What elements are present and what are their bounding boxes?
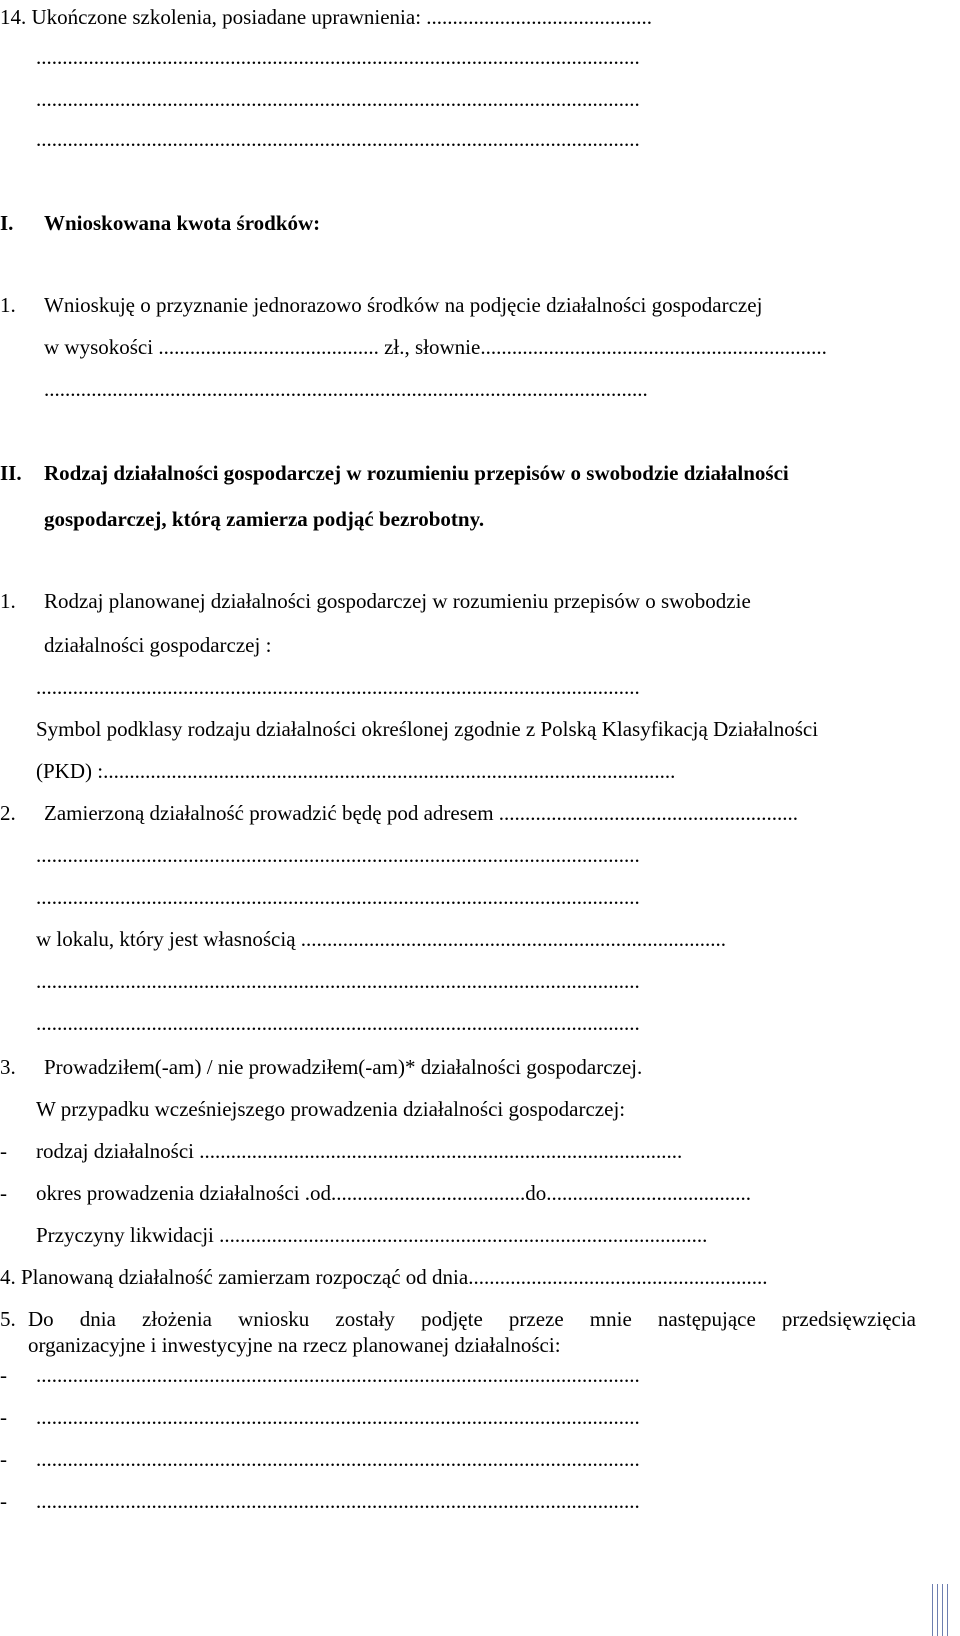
section-i-item-number: 1. [0, 293, 16, 317]
dash: - [0, 1405, 7, 1429]
address-line: Zamierzoną działalność prowadzić będę pod adresem ......................................................... [44, 801, 799, 825]
section-ii-number: II. [0, 461, 22, 485]
premises-dotted-line: ................................................................................................................... [36, 969, 640, 993]
start-date-line: 4. Planowaną działalność zamierzam rozpocząć od dnia......................................................... [0, 1265, 768, 1289]
page-edge-marker [924, 1584, 948, 1636]
marker-bar [932, 1584, 933, 1636]
dash: - [0, 1181, 7, 1205]
item-1-number: 1. [0, 589, 16, 613]
item-1-dotted-line: ................................................................................................................... [36, 675, 640, 699]
activity-period-line: okres prowadzenia działalności .od.....................................do....................................... [36, 1181, 752, 1205]
premises-owner-line: w lokalu, który jest własnością ................................................................................. [36, 927, 727, 951]
section-i-item-text: Wnioskuję o przyznanie jednorazowo środków na podjęcie działalności gospodarczej [44, 293, 763, 317]
marker-bar [947, 1584, 948, 1636]
pkd-text: Symbol podklasy rodzaju działalności określonej zgodnie z Polską Klasyfikacją Działalności [36, 717, 819, 741]
section-ii-title: Rodzaj działalności gospodarczej w rozumieniu przepisów o swobodzie działalności [44, 461, 789, 485]
previous-activity-line: Prowadziłem(-am) / nie prowadziłem(-am)* działalności gospodarczej. [44, 1055, 643, 1079]
dash: - [0, 1447, 7, 1471]
item-5-text: Do dnia złożenia wniosku zostały podjęte przeze mnie następujące przedsięwzięcia [28, 1307, 916, 1331]
measures-dotted-line: ................................................................................................................... [36, 1405, 640, 1429]
item-2-number: 2. [0, 801, 16, 825]
dash: - [0, 1489, 7, 1513]
amount-line: w wysokości .......................................... zł., słownie.................................................................. [44, 335, 827, 359]
pkd-field: (PKD) :............................................................................................................. [36, 759, 676, 783]
premises-dotted-line: ................................................................................................................... [36, 1011, 640, 1035]
item-5-number: 5. [0, 1307, 16, 1331]
s14-dotted-line: ................................................................................................................... [36, 45, 640, 69]
item-1-text: Rodzaj planowanej działalności gospodarczej w rozumieniu przepisów o swobodzie [44, 589, 751, 613]
item-5-text-cont: organizacyjne i inwestycyjne na rzecz planowanej działalności: [28, 1333, 561, 1357]
marker-bar [942, 1584, 943, 1636]
address-dotted-line: ................................................................................................................... [36, 843, 640, 867]
activity-kind-line: rodzaj działalności ............................................................................................ [36, 1139, 683, 1163]
dash: - [0, 1139, 7, 1163]
dash: - [0, 1363, 7, 1387]
previous-activity-note: W przypadku wcześniejszego prowadzenia działalności gospodarczej: [36, 1097, 626, 1121]
measures-dotted-line: ................................................................................................................... [36, 1489, 640, 1513]
marker-bar [937, 1584, 938, 1636]
closure-reasons-line: Przyczyny likwidacji ............................................................................................. [36, 1223, 708, 1247]
item-1-text-cont: działalności gospodarczej : [44, 633, 272, 657]
s14-dotted-line: ................................................................................................................... [36, 127, 640, 151]
amount-words-dotted-line: ................................................................................................................... [44, 377, 648, 401]
section-i-title: Wnioskowana kwota środków: [44, 211, 321, 235]
item-3-number: 3. [0, 1055, 16, 1079]
section-ii-title-cont: gospodarczej, którą zamierza podjąć bezrobotny. [44, 507, 485, 531]
s14-heading: 14. Ukończone szkolenia, posiadane uprawnienia: ........................................... [0, 5, 653, 29]
measures-dotted-line: ................................................................................................................... [36, 1363, 640, 1387]
address-dotted-line: ................................................................................................................... [36, 885, 640, 909]
measures-dotted-line: ................................................................................................................... [36, 1447, 640, 1471]
s14-dotted-line: ................................................................................................................... [36, 87, 640, 111]
section-i-number: I. [0, 211, 14, 235]
